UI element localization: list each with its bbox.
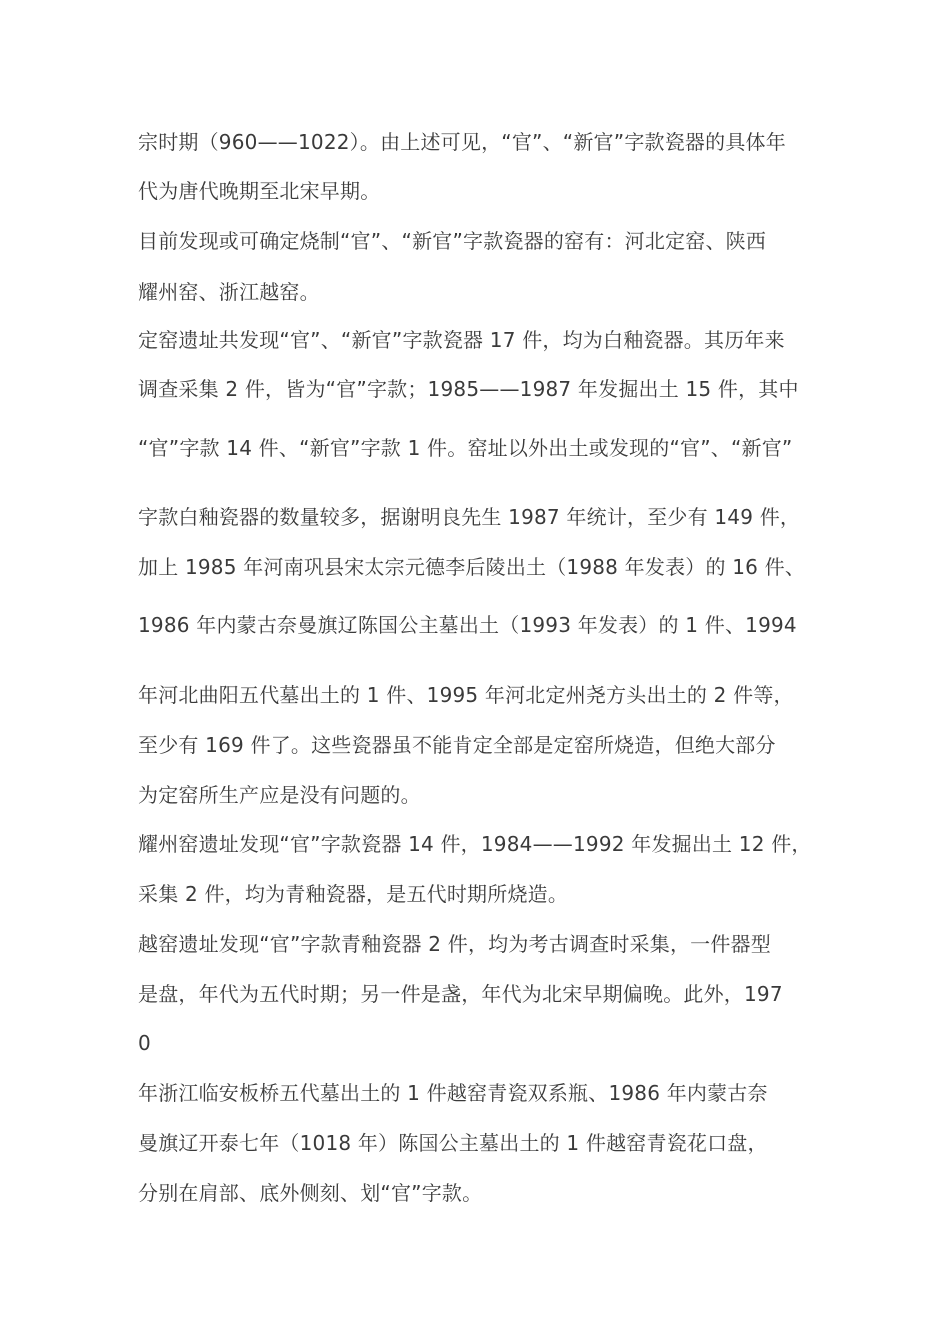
text-line-17: 是盘，年代为五代时期；另一件是盏，年代为北宋早期偏晚。此外，197	[138, 982, 783, 1006]
text-line-15: 采集 2 件，均为青釉瓷器，是五代时期所烧造。	[138, 882, 569, 906]
text-line-20: 曼旗辽开泰七年（1018 年）陈国公主墓出土的 1 件越窑青瓷花口盘，	[138, 1131, 768, 1155]
text-line-8: 字款白釉瓷器的数量较多，据谢明良先生 1987 年统计，至少有 149 件，	[138, 505, 801, 529]
text-line-18: 0	[138, 1031, 151, 1055]
text-line-11: 年河北曲阳五代墓出土的 1 件、1995 年河北定州尧方头出土的 2 件等，	[138, 683, 794, 707]
text-line-19: 年浙江临安板桥五代墓出土的 1 件越窑青瓷双系瓶、1986 年内蒙古奈	[138, 1081, 768, 1105]
text-line-2: 代为唐代晚期至北宋早期。	[138, 179, 381, 203]
text-line-6: 调查采集 2 件，皆为“官”字款；1985——1987 年发掘出土 15 件，其中	[138, 377, 799, 401]
text-line-14: 耀州窑遗址发现“官”字款瓷器 14 件，1984——1992 年发掘出土 12 件，	[138, 832, 812, 856]
text-line-12: 至少有 169 件了。这些瓷器虽不能肯定全部是定窑所烧造，但绝大部分	[138, 733, 776, 757]
text-line-7: “官”字款 14 件、“新官”字款 1 件。窑址以外出土或发现的“官”、“新官”	[138, 436, 793, 460]
text-line-4: 耀州窑、浙江越窑。	[138, 280, 320, 304]
text-line-21: 分别在肩部、底外侧刻、划“官”字款。	[138, 1181, 483, 1205]
text-line-10: 1986 年内蒙古奈曼旗辽陈国公主墓出土（1993 年发表）的 1 件、1994	[138, 613, 797, 637]
text-line-16: 越窑遗址发现“官”字款青釉瓷器 2 件，均为考古调查时采集，一件器型	[138, 932, 771, 956]
text-line-1: 宗时期（960——1022）。由上述可见，“官”、“新官”字款瓷器的具体年	[138, 130, 786, 154]
text-line-9: 加上 1985 年河南巩县宋太宗元德李后陵出土（1988 年发表）的 16 件、	[138, 555, 806, 579]
text-line-5: 定窑遗址共发现“官”、“新官”字款瓷器 17 件，均为白釉瓷器。其历年来	[138, 328, 785, 352]
text-line-3: 目前发现或可确定烧制“官”、“新官”字款瓷器的窑有：河北定窑、陕西	[138, 229, 767, 253]
text-line-13: 为定窑所生产应是没有问题的。	[138, 783, 421, 807]
